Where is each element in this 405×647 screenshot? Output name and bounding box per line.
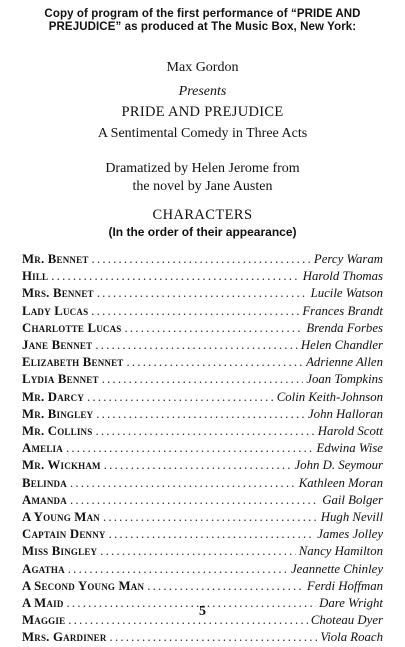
cast-role: Mr. Darcy	[22, 389, 85, 404]
cast-role: A Young Man	[22, 510, 100, 525]
cast-actor: Edwina Wise	[316, 441, 383, 456]
cast-role: Maggie	[22, 613, 66, 628]
cast-role: Mrs. Bennet	[22, 286, 94, 301]
cast-actor: Brenda Forbes	[306, 320, 383, 335]
cast-row	[22, 440, 383, 457]
cast-list	[22, 251, 383, 647]
play-title: PRIDE AND PREJUDICE	[121, 104, 284, 120]
dot-leader	[96, 406, 305, 423]
cast-actor: Frances Brandt	[302, 303, 383, 318]
cast-actor: Hugh Nevill	[320, 510, 383, 525]
cast-actor: Helen Chandler	[300, 338, 383, 353]
cast-role: Jane Bennet	[22, 338, 93, 353]
producer: Max Gordon	[166, 60, 239, 75]
cast-row	[22, 457, 383, 474]
cast-role: Mr. Wickham	[22, 458, 101, 473]
cast-actor: Gail Bolger	[322, 492, 383, 507]
intro-line-1: Copy of program of the first performance of “PRIDE AND	[44, 8, 361, 20]
dot-leader	[66, 440, 314, 457]
cast-row	[22, 406, 383, 423]
dot-leader	[51, 268, 300, 285]
cast-row	[22, 629, 383, 646]
cast-role: A Maid	[22, 596, 64, 611]
dot-leader	[104, 457, 292, 474]
cast-row	[22, 543, 383, 560]
dot-leader	[103, 509, 318, 526]
cast-role: Mrs. Gardiner	[22, 630, 107, 645]
cast-row	[22, 578, 383, 595]
dot-leader	[147, 578, 304, 595]
dramatized-credit	[0, 160, 405, 196]
cast-role: Mr. Collins	[22, 424, 93, 439]
cast-role: Agatha	[22, 561, 65, 576]
cast-row	[22, 389, 383, 406]
cast-actor: Percy Waram	[313, 252, 383, 266]
cast-actor: Adrienne Allen	[306, 355, 383, 370]
cast-row	[22, 509, 383, 526]
cast-role: Amanda	[22, 492, 67, 507]
cast-row	[22, 285, 383, 302]
cast-actor: John D. Seymour	[294, 458, 383, 473]
cast-row	[22, 303, 383, 320]
cast-actor: Kathleen Moran	[298, 475, 383, 490]
cast-actor: James Jolley	[317, 527, 383, 542]
dramatized-line-2: the novel by Jane Austen	[132, 179, 273, 194]
cast-role: Hill	[22, 269, 49, 284]
dot-leader	[68, 561, 288, 578]
dot-leader	[127, 354, 304, 371]
cast-role: A Second Young Man	[22, 578, 145, 593]
dot-leader	[97, 285, 308, 302]
cast-row	[22, 354, 383, 371]
dot-leader	[110, 629, 318, 646]
characters-heading: CHARACTERS	[152, 207, 253, 223]
cast-role: Mr. Bennet	[22, 252, 89, 266]
dot-leader	[102, 371, 304, 388]
cast-row	[22, 526, 383, 543]
cast-role: Mr. Bingley	[22, 406, 94, 421]
cast-role: Amelia	[22, 441, 63, 456]
cast-actor: Viola Roach	[320, 630, 383, 645]
dramatized-line-1: Dramatized by Helen Jerome from	[105, 161, 300, 176]
cast-actor: Nancy Hamilton	[298, 544, 383, 559]
characters-subheading: (In the order of their appearance)	[108, 225, 297, 239]
cast-row	[22, 320, 383, 337]
cast-actor: Colin Keith-Johnson	[276, 389, 383, 404]
dot-leader	[87, 389, 274, 406]
cast-actor: Ferdi Hoffman	[307, 578, 383, 593]
cast-role: Lady Lucas	[22, 303, 89, 318]
cast-role: Charlotte Lucas	[22, 320, 122, 335]
cast-role: Belinda	[22, 475, 67, 490]
cast-actor: Dare Wright	[319, 596, 383, 611]
cast-row	[22, 337, 383, 354]
dot-leader	[91, 303, 299, 320]
dot-leader	[95, 337, 298, 354]
cast-row	[22, 423, 383, 440]
cast-row	[22, 251, 383, 268]
cast-role: Miss Bingley	[22, 544, 98, 559]
dot-leader	[70, 475, 296, 492]
intro-line-2: PREJUDICE” as produced at The Music Box, New York:	[48, 21, 357, 33]
cast-role: Elizabeth Bennet	[22, 355, 124, 370]
dot-leader	[70, 492, 319, 509]
cast-actor: Lucile Watson	[310, 286, 383, 301]
cast-row	[22, 561, 383, 578]
cast-row	[22, 475, 383, 492]
dot-leader	[95, 423, 314, 440]
presents: Presents	[178, 84, 227, 99]
cast-actor: Choteau Dyer	[310, 613, 383, 628]
cast-role: Captain Denny	[22, 527, 106, 542]
cast-actor: Harold Scott	[317, 424, 383, 439]
cast-actor: Jeannette Chinley	[290, 561, 383, 576]
play-subtitle: A Sentimental Comedy in Three Acts	[97, 126, 308, 141]
cast-row	[22, 268, 383, 285]
cast-actor: Joan Tompkins	[306, 372, 383, 387]
cast-row	[22, 492, 383, 509]
page-number: 5	[199, 604, 206, 619]
cast-role: Lydia Bennet	[22, 372, 99, 387]
cast-actor: John Halloran	[307, 406, 383, 421]
dot-leader	[100, 543, 296, 560]
dot-leader	[92, 251, 311, 268]
dot-leader	[125, 320, 304, 337]
dot-leader	[109, 526, 315, 543]
cast-actor: Harold Thomas	[302, 269, 383, 284]
cast-row	[22, 371, 383, 388]
intro-note	[0, 8, 405, 34]
